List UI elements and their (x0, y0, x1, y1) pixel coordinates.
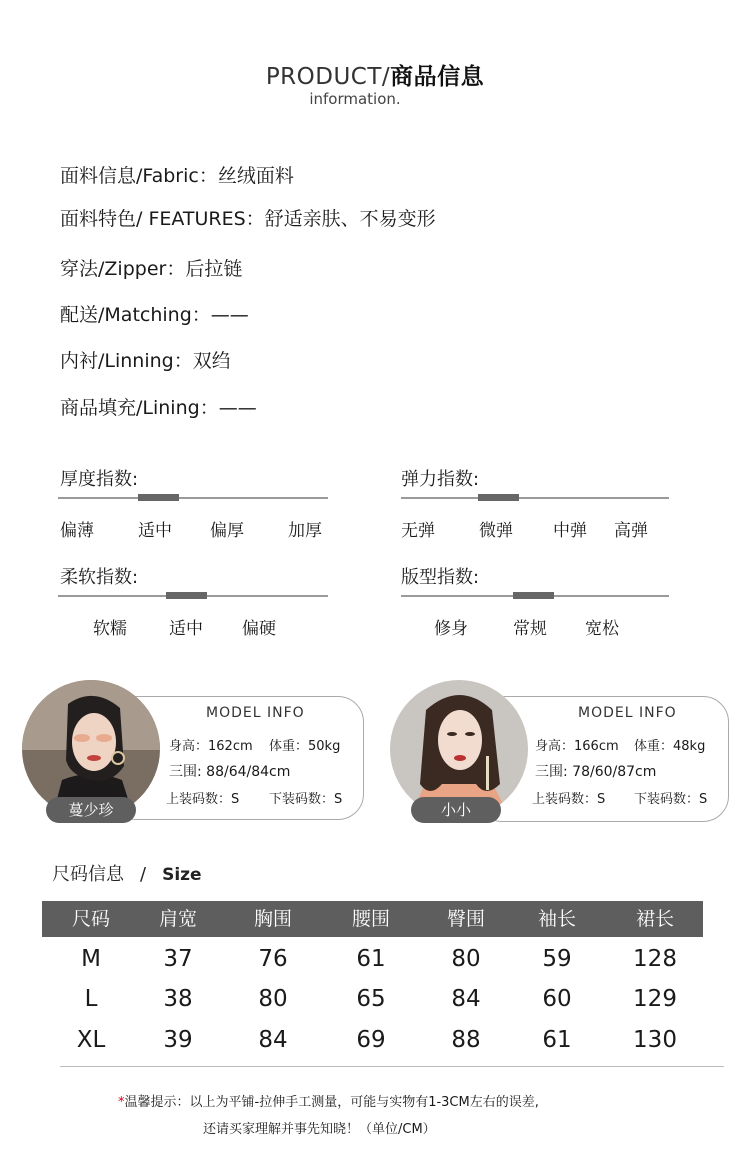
fit-option: 修身 (434, 619, 468, 639)
model-measurements: 三围: 78/60/87cm (535, 764, 657, 780)
table-cell: 59 (542, 946, 572, 972)
model-name-badge: 小小 (411, 797, 501, 823)
thickness-option: 偏厚 (210, 521, 244, 541)
size-section-heading (52, 860, 202, 886)
table-cell: 65 (356, 986, 386, 1012)
col-header-waist: 腰围 (351, 908, 390, 930)
elasticity-index-label: 弹力指数: (401, 469, 480, 490)
fit-option: 常规 (513, 619, 547, 639)
elasticity-index-scale (401, 497, 669, 499)
table-cell: 76 (258, 946, 288, 972)
elasticity-index-marker (478, 494, 519, 501)
note-line-2: 还请买家理解并事先知晓！（单位/CM） (203, 1122, 436, 1137)
title-en: PRODUCT/ (265, 64, 391, 90)
table-cell: 130 (633, 1027, 677, 1053)
table-cell: 37 (163, 946, 193, 972)
model-weight: 体重：50kg (269, 739, 341, 754)
model-height: 身高：166cm (535, 739, 619, 754)
model-name-badge: 蔓少珍 (46, 797, 136, 823)
page-title (0, 58, 750, 91)
table-cell: 128 (633, 946, 677, 972)
elasticity-option: 微弹 (479, 521, 513, 541)
model-height: 身高：162cm (169, 739, 253, 754)
info-matching: 配送/Matching：—— (60, 304, 249, 326)
measurement-note (118, 1091, 539, 1110)
model-weight: 体重：48kg (634, 739, 706, 754)
col-header-bust: 胸围 (253, 908, 292, 930)
table-cell: 60 (542, 986, 572, 1012)
col-header-size: 尺码 (71, 908, 110, 930)
softness-option: 适中 (169, 619, 203, 639)
thickness-index-label: 厚度指数: (60, 469, 139, 490)
col-header-sleeve: 袖长 (537, 908, 576, 930)
col-header-length: 裙长 (635, 908, 674, 930)
model-info-title: MODEL INFO (206, 705, 305, 721)
elasticity-option: 中弹 (553, 521, 587, 541)
table-cell: 80 (258, 986, 288, 1012)
info-lining: 商品填充/Lining：—— (60, 397, 257, 419)
table-cell: M (81, 946, 101, 972)
size-table-header (42, 901, 703, 937)
table-cell: 80 (451, 946, 481, 972)
size-title-slash: / (140, 864, 147, 885)
size-title-en: Size (162, 865, 202, 885)
model-bottom-size: 下装码数：S (269, 792, 343, 807)
model-bottom-size: 下装码数：S (634, 792, 708, 807)
softness-index-marker (166, 592, 207, 599)
fit-index-label: 版型指数: (401, 567, 480, 588)
table-cell: 84 (451, 986, 481, 1012)
info-features: 面料特色/ FEATURES：舒适亲肤、不易变形 (60, 208, 436, 230)
col-header-hip: 臀围 (446, 908, 485, 930)
page-subtitle: information. (309, 90, 401, 108)
thickness-option: 加厚 (288, 521, 322, 541)
elasticity-option: 高弹 (614, 521, 648, 541)
info-fabric: 面料信息/Fabric：丝绒面料 (60, 165, 294, 187)
info-linning: 内衬/Linning：双绉 (60, 350, 231, 372)
table-cell: 38 (163, 986, 193, 1012)
info-zipper: 穿法/Zipper：后拉链 (60, 258, 243, 280)
table-divider (60, 1066, 724, 1067)
table-cell: 61 (356, 946, 386, 972)
model-top-size: 上装码数：S (532, 792, 606, 807)
model-measurements: 三围: 88/64/84cm (169, 764, 291, 780)
model-top-size: 上装码数：S (166, 792, 240, 807)
table-cell: 61 (542, 1027, 572, 1053)
elasticity-option: 无弹 (401, 521, 435, 541)
table-cell: XL (76, 1027, 106, 1053)
size-title-cn: 尺码信息 (52, 864, 124, 885)
model-info-title: MODEL INFO (578, 705, 677, 721)
table-cell: 69 (356, 1027, 386, 1053)
note-line-1: 温馨提示：以上为平铺-拉伸手工测量，可能与实物有1-3CM左右的误差, (124, 1095, 539, 1110)
table-cell: 39 (163, 1027, 193, 1053)
thickness-option: 偏薄 (60, 521, 94, 541)
thickness-option: 适中 (138, 521, 172, 541)
softness-index-label: 柔软指数: (60, 567, 139, 588)
thickness-index-scale (58, 497, 328, 499)
fit-option: 宽松 (585, 619, 619, 639)
table-cell: 88 (451, 1027, 481, 1053)
table-cell: 84 (258, 1027, 288, 1053)
thickness-index-marker (138, 494, 179, 501)
softness-option: 偏硬 (242, 619, 276, 639)
col-header-shoulder: 肩宽 (158, 908, 197, 930)
fit-index-marker (513, 592, 554, 599)
note-asterisk: * (118, 1095, 125, 1110)
title-cn: 商品信息 (390, 64, 485, 90)
softness-option: 软糯 (93, 619, 127, 639)
table-cell: L (84, 986, 98, 1012)
table-cell: 129 (633, 986, 677, 1012)
